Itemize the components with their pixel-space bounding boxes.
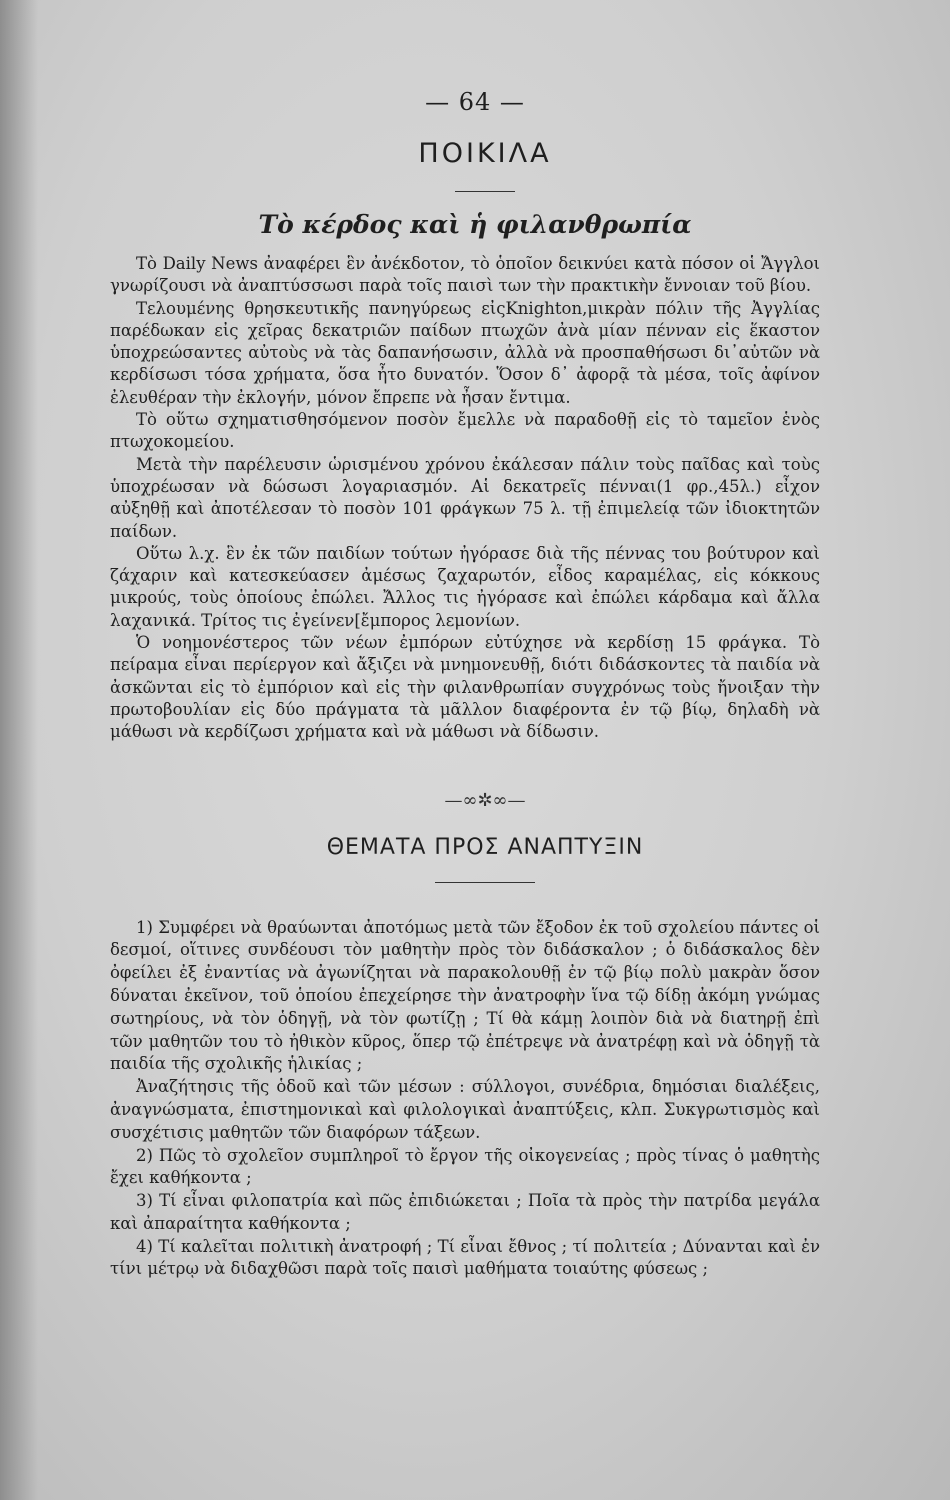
divider-rule [455, 191, 515, 192]
article-paragraph: Τελουμένης θρησκευτικῆς πανηγύρεως εἰςKnighton,μικρὰν πόλιν τῆς Ἀγγλίας παρέδωκαν εἰς χεῖρας δεκατριῶν παίδων πτωχῶν ἀνὰ μίαν πένναν εἰς ἕκαστον ὑποχρεώσαντες αὐτοὺς νὰ τὰς δαπανήσωσιν, ἀλλὰ νὰ προσπαθήσωσι δι᾿αὐτῶν νὰ κερδίσωσι τόσα χρήματα, ὅσα ἦτο δυνατόν. Ὅσον δ᾿ ἀφορᾷ τὰ μέσα, τοῖς ἀφίνον ἐλευθέραν τὴν ἐκλογήν, μόνον ἔπρεπε νὰ ἦσαν ἔντιμα. [110, 298, 820, 407]
topic-item: 2) Πῶς τὸ σχολεῖον συμπληροῖ τὸ ἔργον τῆς οἰκογενείας ; πρὸς τίνας ὁ μαθητὴς ἔχει καθήκοντα ; [110, 1145, 820, 1188]
article-title: Τὸ κέρδος καὶ ἡ φιλανθρωπία [258, 210, 692, 239]
article-paragraph: Τὸ Daily News ἀναφέρει ἓν ἀνέκδοτον, τὸ ὁποῖον δεικνύει κατὰ πόσον οἱ Ἄγγλοι γνωρίζουσι νὰ ἀναπτύσσωσι παρὰ τοῖς παισὶ των τὴν πρακτικὴν ἔννοιαν τοῦ βίου. [110, 254, 820, 296]
divider-rule [435, 882, 535, 883]
text-column [110, 88, 820, 1281]
topics-heading: ΘΕΜΑΤΑ ΠΡΟΣ ΑΝΑΠΤΥΞΙΝ [326, 834, 644, 860]
topics-list [110, 917, 820, 1282]
section-title: ΠΟΙΚΙΛΑ [418, 138, 552, 169]
topic-item: Ἀναζήτησις τῆς ὁδοῦ καὶ τῶν μέσων : σύλλογοι, συνέδρια, δημόσιαι διαλέξεις, ἀναγνώσματα, ἐπιστημονικαὶ καὶ φιλολογικαὶ ἀναπτύξεις, κλπ. Συκγρωτισμὸς καὶ συσχέτισις μαθητῶν τῶν διαφόρων τάξεων. [110, 1077, 820, 1142]
article-paragraph: Τὸ οὕτω σχηματισθησόμενον ποσὸν ἔμελλε νὰ παραδοθῇ εἰς τὸ ταμεῖον ἑνὸς πτωχοκομείου. [110, 410, 820, 452]
article-paragraph: Οὕτω λ.χ. ἓν ἐκ τῶν παιδίων τούτων ἠγόρασε διὰ τῆς πέννας του βούτυρον καὶ ζάχαριν καὶ κατεσκεύασεν ἀμέσως ζαχαρωτόν, εἶδος καραμέλας, εἰς κόκκους μικρούς, τοὺς ὁποίους ἐπώλει. Ἄλλος τις ἠγόρασε καὶ ἐπώλει κάρδαμα καὶ ἄλλα λαχανικά. Τρίτος τις ἐγείνεν[ἔμπορος λεμονίων. [110, 543, 820, 630]
topic-item: 3) Τί εἶναι φιλοπατρία καὶ πῶς ἐπιδιώκεται ; Ποῖα τὰ πρὸς τὴν πατρίδα μεγάλα καὶ ἀπαραίτητα καθήκοντα ; [110, 1191, 820, 1233]
article-paragraph: Μετὰ τὴν παρέλευσιν ὡρισμένου χρόνου ἐκάλεσαν πάλιν τοὺς παῖδας καὶ τοὺς ὑποχρέωσαν νὰ δώσωσι λογαριασμόν. Αἱ δεκατρεῖς πένναι(1 φρ.,45λ.) εἶχον αὐξηθῇ καὶ ἀποτέλεσαν τὸ ποσὸν 101 φράγκων 75 λ. τῇ ἐπιμελείᾳ τῶν ἰδιοκτητῶν παίδων. [110, 454, 820, 541]
article-paragraph: Ὁ νοημονέστερος τῶν νέων ἐμπόρων εὐτύχησε νὰ κερδίσῃ 15 φράγκα. Τὸ πείραμα εἶναι περίεργον καὶ ἄξιζει νὰ μνημονευθῇ, διότι διδάσκοντες τὰ παιδία νὰ ἀσκῶνται εἰς τὸ ἐμπόριον καὶ εἰς τὴν φιλανθρωπίαν συγχρόνως τοὺς ἤνοιξαν τὴν πρωτοβουλίαν εἰς δύο πράγματα τὰ μᾶλλον διαφέροντα ἐν τῷ βίῳ, δηλαδὴ νὰ μάθωσι νὰ κερδίζωσι χρήματα καὶ νὰ μάθωσι νὰ δίδωσιν. [110, 633, 820, 742]
topic-item: 1) Συμφέρει νὰ θραύωνται ἀποτόμως μετὰ τῶν ἔξοδον ἐκ τοῦ σχολείου πάντες οἱ δεσμοί, οἵτινες συνδέουσι τὸν μαθητὴν πρὸς τὸν διδάσκαλον ; ὁ διδάσκαλος δὲν ὀφείλει ἐξ ἐναντίας νὰ ἀγωνίζηται νὰ παρακολουθῇ ἐν τῷ βίῳ πολὺ μακρὰν ὅσον δύναται ἐκεῖνον, τοῦ ὁποίου ἐπεχείρησε τὴν ἀνατροφὴν ἵνα τῷ δίδῃ ἀκόμη γνώμας σωτηρίους, νὰ τὸν ὁδηγῇ, νὰ τὸν φωτίζῃ ; Τί θὰ κάμῃ λοιπὸν διὰ νὰ διατηρῇ ἐπὶ τῶν μαθητῶν του τὸ ἠθικὸν κῦρος, ὅπερ τῷ ἐπέτρεψε νὰ ἀνατρέφῃ καὶ νὰ ὁδηγῇ τὰ παιδία τῆς σχολικῆς ἡλικίας ; [110, 917, 820, 1074]
ornament-divider: —∞✲∞— [444, 789, 526, 811]
article-body [110, 253, 820, 744]
topic-item: 4) Τί καλεῖται πολιτικὴ ἀνατροφή ; Τί εἶναι ἔθνος ; τί πολιτεία ; Δύνανται καὶ ἐν τίνι μέτρῳ νὰ διδαχθῶσι παρὰ τοῖς παισὶ μαθήματα τοιαύτης φύσεως ; [110, 1236, 820, 1279]
page-number: — 64 — [425, 88, 525, 116]
